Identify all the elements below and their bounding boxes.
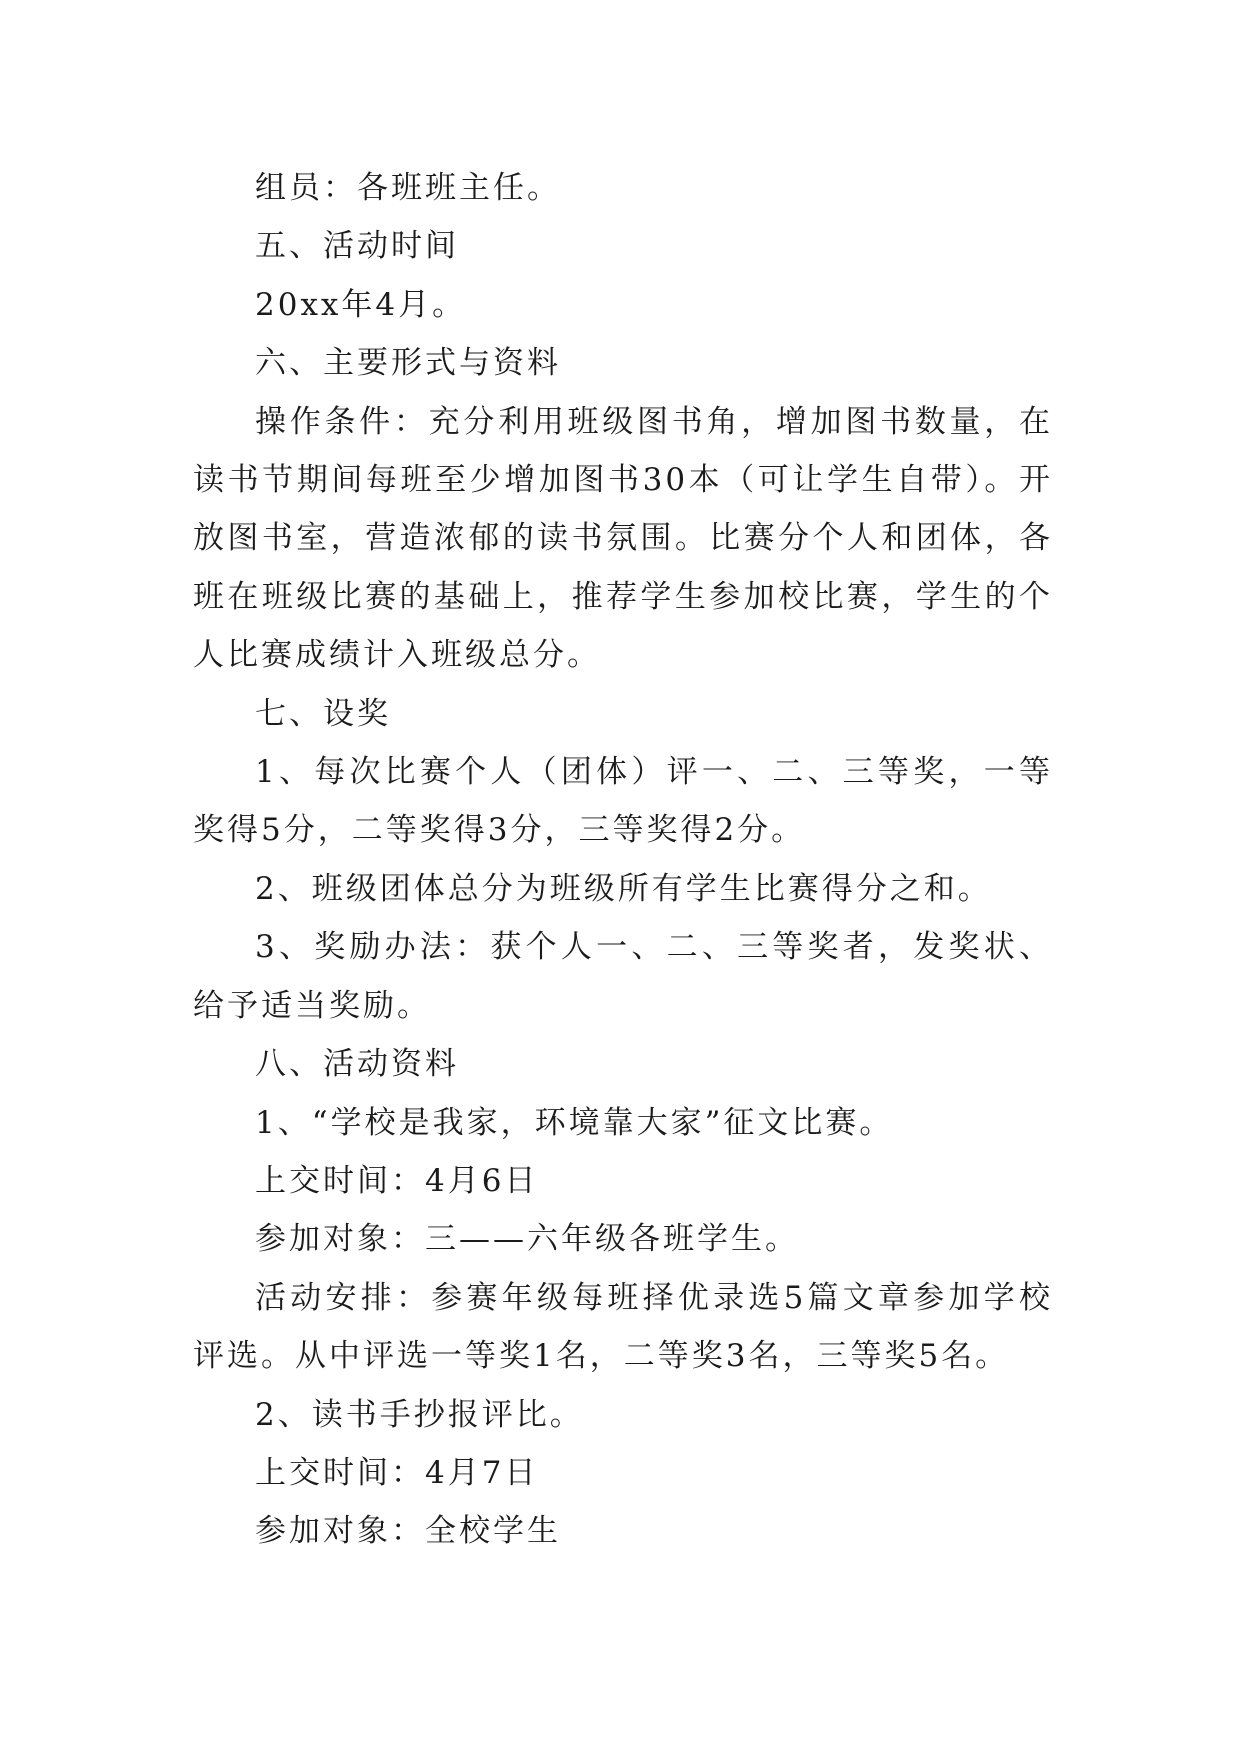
section-heading-activity-time: 五、活动时间 — [255, 228, 459, 265]
section-heading-activity-content: 八、活动资料 — [255, 1046, 459, 1083]
paragraph-essay-arrangement: 活动安排：参赛年级每班择优录选5篇文章参加学校评选。从中评选一等奖1名，二等奖3名，三等奖5名。 — [193, 1279, 1053, 1375]
paragraph-award-rule-3: 3、奖励办法：获个人一、二、三等奖者，发奖状、给予适当奖励。 — [193, 929, 1053, 1024]
section-heading-awards: 七、设奖 — [255, 695, 391, 732]
paragraph-essay-submit-date: 上交时间：4月6日 — [255, 1162, 539, 1199]
paragraph-handwritten-newspaper: 2、读书手抄报评比。 — [255, 1396, 584, 1433]
paragraph-essay-contest: 1、“学校是我家，环境靠大家”征文比赛。 — [255, 1104, 894, 1141]
paragraph-activity-date: 20xx年4月。 — [255, 286, 467, 323]
paragraph-members: 组员：各班班主任。 — [255, 170, 561, 206]
paragraph-newspaper-participants: 参加对象：全校学生 — [255, 1513, 561, 1550]
section-heading-forms-materials: 六、主要形式与资料 — [255, 345, 561, 382]
document-body — [193, 159, 1053, 1561]
paragraph-award-rule-2: 2、班级团体总分为班级所有学生比赛得分之和。 — [255, 870, 992, 907]
paragraph-newspaper-submit-date: 上交时间：4月7日 — [255, 1454, 539, 1491]
paragraph-operating-conditions: 操作条件：充分利用班级图书角，增加图书数量，在读书节期间每班至少增加图书30本（可让学生自带）。开放图书室，营造浓郁的读书氛围。比赛分个人和团体，各班在班级比赛的基础上，推荐学生参加校比赛，学生的个人比赛成绩计入班级总分。 — [193, 403, 1053, 674]
paragraph-award-rule-1: 1、每次比赛个人（团体）评一、二、三等奖，一等奖得5分，二等奖得3分，三等奖得2分。 — [193, 754, 1053, 849]
paragraph-essay-participants: 参加对象：三——六年级各班学生。 — [255, 1221, 799, 1258]
